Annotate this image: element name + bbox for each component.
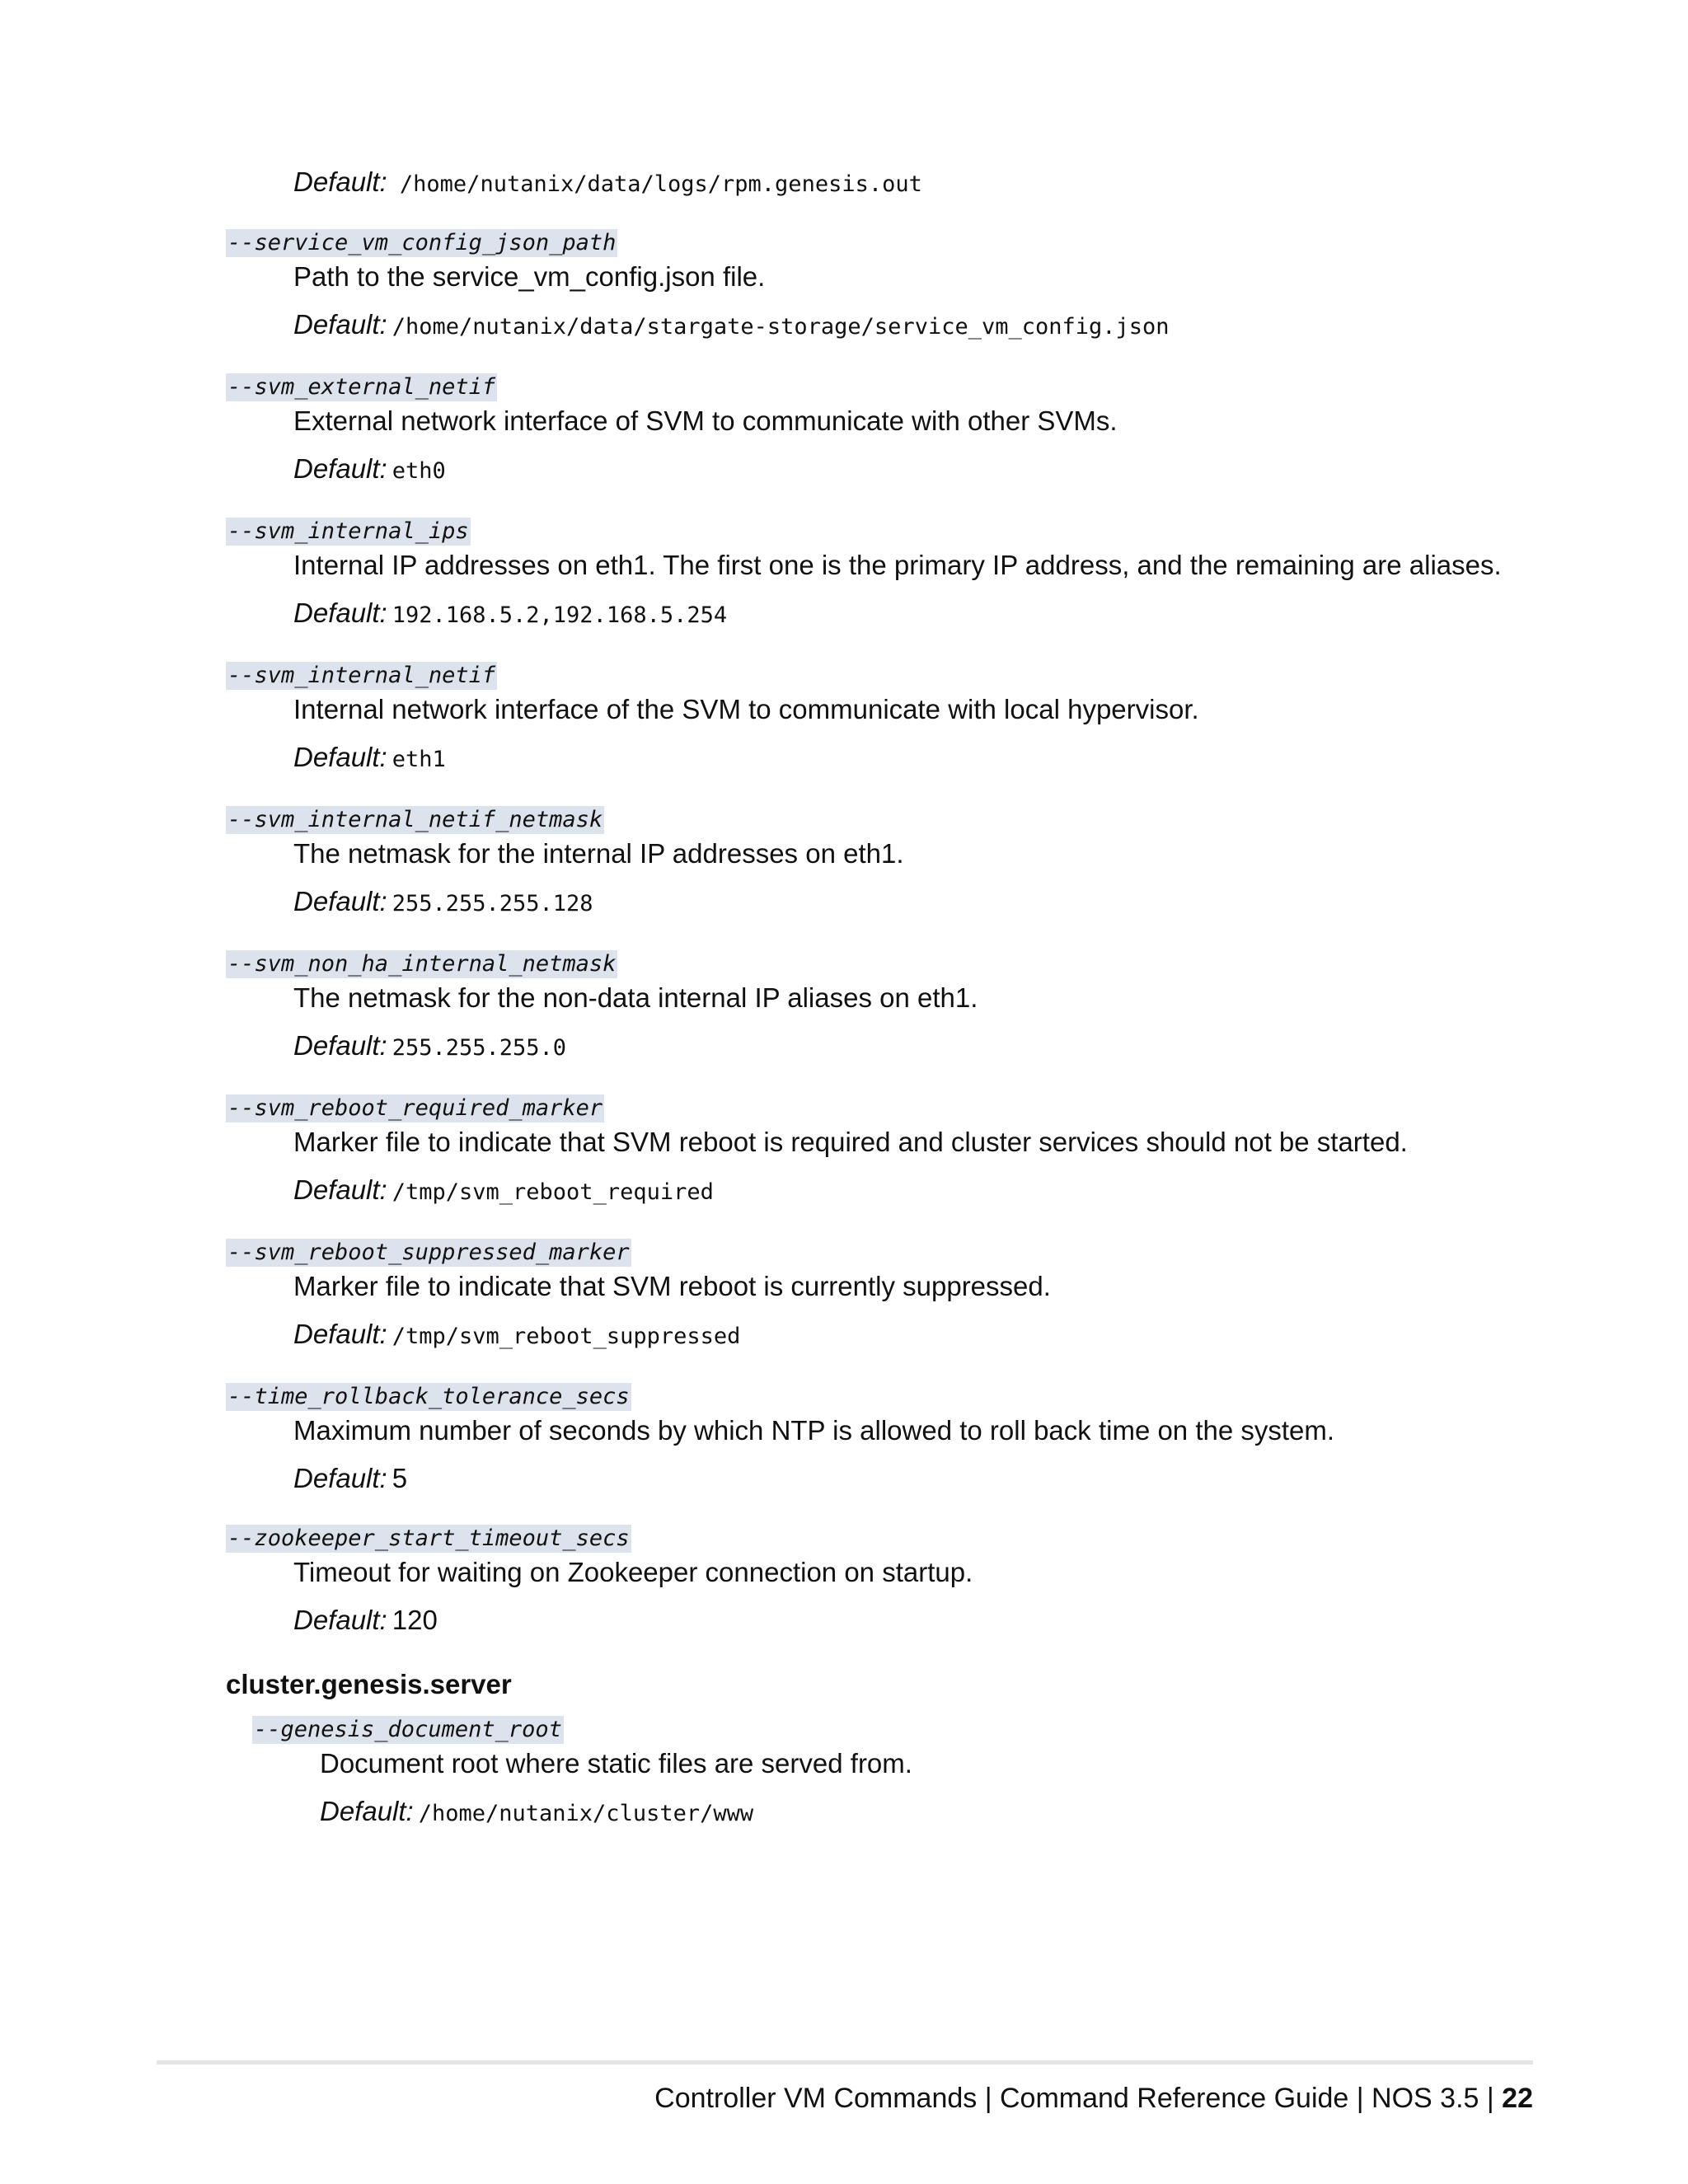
flag-name: --svm_external_netif [227,374,496,400]
default-row [293,595,1545,634]
default-label: Default: [293,1319,387,1349]
default-label: Default: [293,1605,387,1635]
default-value: 5 [392,1463,408,1493]
flag-entry [226,1525,1545,1638]
default-row [293,1316,1545,1355]
flag-description: Marker file to indicate that SVM reboot is required and cluster services should not be started. [293,1127,1408,1157]
default-value: 255.255.255.0 [392,1035,567,1061]
flag-description: The netmask for the internal IP addresses on eth1. [293,838,904,869]
flag-name: --genesis_document_root [254,1717,562,1742]
flag-description: Internal network interface of the SVM to communicate with local hypervisor. [293,694,1199,724]
default-value: /tmp/svm_reboot_suppressed [392,1324,741,1349]
flag-list [226,229,1545,1638]
flag-name: --svm_internal_netif [227,663,496,688]
flag-name: --svm_reboot_required_marker [227,1095,603,1121]
footer-divider [157,2060,1533,2064]
default-label: Default: [293,1463,387,1493]
page-number: 22 [1502,2083,1533,2114]
default-row [293,739,1545,778]
default-label: Default: [320,1796,414,1826]
flag-description: Maximum number of seconds by which NTP is allowed to roll back time on the system. [293,1415,1335,1446]
default-value: eth0 [392,458,446,484]
default-row [320,1793,1545,1832]
flag-entry [226,806,1545,922]
default-value: 120 [392,1605,438,1635]
default-label: Default: [293,886,387,916]
flag-entry [226,662,1545,778]
flag-name: --svm_internal_ips [227,518,469,544]
flag-description: Path to the service_vm_config.json file. [293,261,766,292]
flag-description: Document root where static files are served from. [320,1748,912,1779]
flag-name: --svm_non_ha_internal_netmask [227,951,617,977]
flag-name: --svm_reboot_suppressed_marker [227,1240,630,1265]
default-value: eth1 [392,747,446,772]
flag-name: --time_rollback_tolerance_secs [227,1384,630,1409]
flag-entry [226,950,1545,1066]
default-label: Default: [293,742,387,772]
default-value: /tmp/svm_reboot_required [392,1179,714,1205]
flag-name: --svm_internal_netif_netmask [227,807,603,832]
flag-entry [226,1094,1545,1211]
flag-description: Marker file to indicate that SVM reboot is currently suppressed. [293,1271,1051,1301]
default-row [293,307,1545,345]
flag-entry [226,518,1545,634]
footer-text: Controller VM Commands | Command Reference Guide | NOS 3.5 | [654,2083,1503,2114]
document-body [226,152,1545,1860]
page-footer [654,2080,1533,2116]
flag-name: --zookeeper_start_timeout_secs [227,1526,630,1551]
flag-description: The netmask for the non-data internal IP aliases on eth1. [293,982,978,1013]
flag-entry [226,229,1545,345]
flag-name: --service_vm_config_json_path [227,230,617,255]
default-row [293,883,1545,922]
section-flag-list [252,1716,1545,1832]
default-row [293,1460,1545,1497]
flag-entry [226,1383,1545,1497]
default-row [293,164,1545,203]
default-label: Default: [293,309,387,340]
default-label: Default: [293,1030,387,1061]
default-value: 192.168.5.2,192.168.5.254 [392,602,728,628]
flag-description: Timeout for waiting on Zookeeper connection on startup. [293,1557,973,1587]
default-value: /home/nutanix/data/stargate-storage/service_vm_config.json [392,314,1170,340]
default-value: /home/nutanix/cluster/www [418,1801,754,1826]
default-row [293,1028,1545,1066]
default-value: 255.255.255.128 [392,891,593,916]
default-value: /home/nutanix/data/logs/rpm.genesis.out [399,171,922,197]
default-label: Default: [293,1174,387,1205]
flag-description: Internal IP addresses on eth1. The first one is the primary IP address, and the remaining are aliases. [293,550,1502,580]
flag-entry [226,373,1545,490]
default-row [293,1172,1545,1211]
flag-entry [252,1716,1545,1832]
default-row [293,1602,1545,1638]
default-label: Default: [293,598,387,628]
flag-description: External network interface of SVM to communicate with other SVMs. [293,405,1118,436]
default-label: Default: [293,453,387,484]
section-heading: cluster.genesis.server [226,1669,512,1699]
default-row [293,451,1545,490]
default-label: Default: [293,166,387,197]
flag-entry [226,1239,1545,1355]
